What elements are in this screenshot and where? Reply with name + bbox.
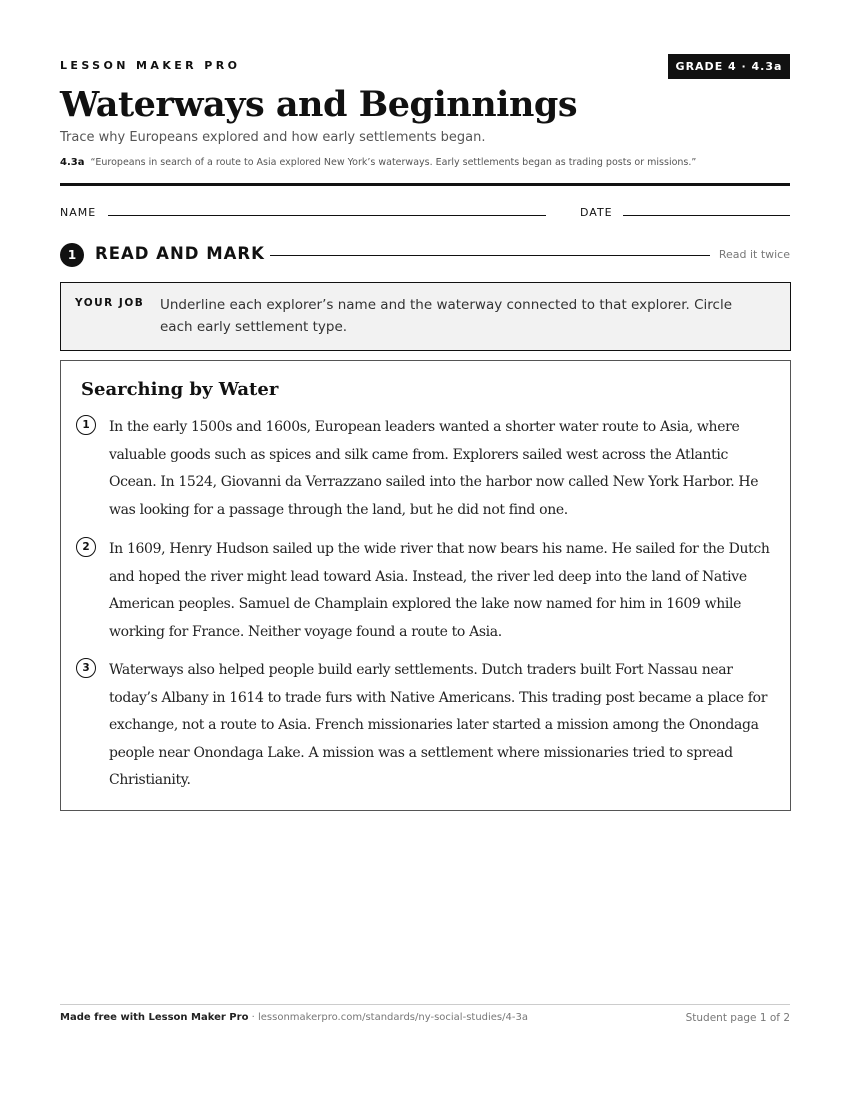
- instructions-text: Underline each explorer’s name and the waterway connected to that explorer. Circle each early settlement type.: [160, 297, 733, 335]
- page-indicator: Student page 1 of 2: [685, 1012, 790, 1024]
- instructions-box: [60, 282, 791, 351]
- grade-badge: GRADE 4 · 4.3a: [668, 54, 790, 79]
- footer-url-link[interactable]: lessonmakerpro.com/standards/ny-social-studies/4-3a: [257, 1012, 528, 1023]
- footer-divider: [60, 1004, 790, 1005]
- standard-code: 4.3a: [60, 157, 85, 168]
- date-field[interactable]: [623, 215, 790, 216]
- passage-title: Searching by Water: [81, 379, 279, 400]
- date-label: DATE: [580, 206, 613, 219]
- step-number-badge: 1: [60, 243, 84, 267]
- paragraph-number-badge: 3: [76, 658, 96, 678]
- paragraph-text: Waterways also helped people build early settlements. Dutch traders built Fort Nassau near today’s Albany in 1614 to trade furs with Native Americans. This trading post became a place for exchange, not a route to Asia. French missionaries later started a mission among the Onondaga people near Onondaga Lake. A mission was a settlement where missionaries tried to spread Christianity.: [109, 662, 768, 788]
- header-divider: [60, 183, 790, 186]
- paragraph-number-badge: 1: [76, 415, 96, 435]
- section-hint: Read it twice: [718, 248, 790, 261]
- standard-text: “Europeans in search of a route to Asia explored New York’s waterways. Early settlements began as trading posts or missions.”: [90, 157, 697, 168]
- name-field[interactable]: [108, 215, 546, 216]
- footer-separator: ·: [248, 1012, 258, 1023]
- reading-passage: [60, 360, 791, 811]
- section-title: READ AND MARK: [95, 244, 265, 263]
- footer-credit: [60, 1012, 528, 1023]
- instructions-label: YOUR JOB: [75, 297, 145, 309]
- paragraph-text: In the early 1500s and 1600s, European leaders wanted a shorter water route to Asia, where valuable goods such as spices and silk came from. Explorers sailed west across the Atlantic Ocean. In 1524, Giovanni da Verrazzano sailed into the harbor now called New York Harbor. He was looking for a passage through the land, but he did not find one.: [109, 419, 759, 518]
- paragraph-text: In 1609, Henry Hudson sailed up the wide river that now bears his name. He sailed for the Dutch and hoped the river might lead toward Asia. Instead, the river led deep into the land of Native American peoples. Samuel de Champlain explored the lake now named for him in 1609 while working for France. Neither voyage found a route to Asia.: [109, 541, 770, 640]
- standard-line: [60, 157, 696, 168]
- paragraph-number-badge: 2: [76, 537, 96, 557]
- brand-name: LESSON MAKER PRO: [60, 59, 241, 72]
- name-label: NAME: [60, 206, 97, 219]
- page-title: Waterways and Beginnings: [60, 84, 578, 125]
- page-subtitle: Trace why Europeans explored and how early settlements began.: [60, 130, 486, 145]
- section-divider: [270, 255, 710, 256]
- footer-made-with: Made free with Lesson Maker Pro: [60, 1012, 249, 1023]
